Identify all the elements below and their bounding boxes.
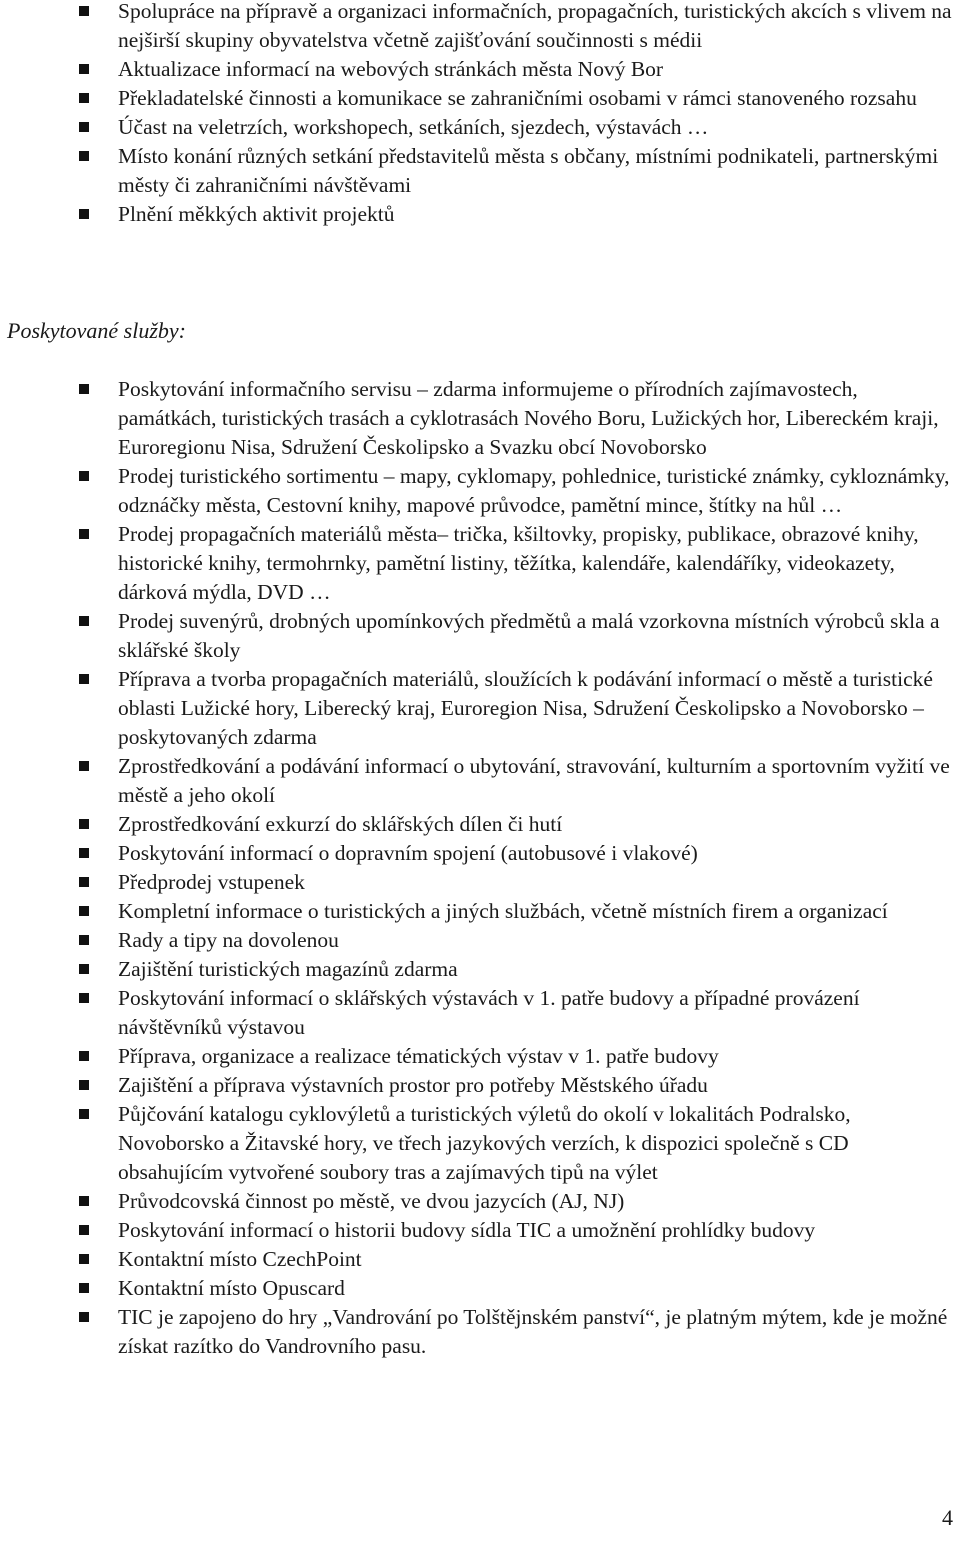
square-bullet-icon [79, 1312, 89, 1322]
list-item [0, 0, 960, 55]
list-item-text: Plnění měkkých aktivit projektů [118, 202, 395, 226]
services-list-top [0, 0, 960, 229]
list-item-text: Zajištění turistických magazínů zdarma [118, 957, 458, 981]
square-bullet-icon [79, 848, 89, 858]
list-item-text: Zprostředkování a podávání informací o ubytování, stravování, kulturním a sportovním vyžití ve městě a jeho okolí [118, 754, 950, 807]
list-item-text: Poskytování informačního servisu – zdarma informujeme o přírodních zajímavostech, památkách, turistických trasách a cyklotrasách Nového Boru, Lužických hor, Libereckém kraji, Euroregionu Nisa, Sdružení Českolipsko a Svazku obcí Novoborsko [118, 377, 939, 459]
list-item-text: Zajištění a příprava výstavních prostor pro potřeby Městského úřadu [118, 1073, 708, 1097]
list-item-text: Aktualizace informací na webových stránkách města Nový Bor [118, 57, 664, 81]
square-bullet-icon [79, 93, 89, 103]
square-bullet-icon [79, 122, 89, 132]
square-bullet-icon [79, 1051, 89, 1061]
list-item [0, 607, 960, 665]
square-bullet-icon [79, 529, 89, 539]
list-item-text: Rady a tipy na dovolenou [118, 928, 339, 952]
list-item [0, 752, 960, 810]
square-bullet-icon [79, 1080, 89, 1090]
list-item-text: Prodej suvenýrů, drobných upomínkových předmětů a malá vzorkovna místních výrobců skla a sklářské školy [118, 609, 940, 662]
square-bullet-icon [79, 471, 89, 481]
list-item-text: Poskytování informací o sklářských výstavách v 1. patře budovy a případné provázení návštěvníků výstavou [118, 986, 860, 1039]
list-item [0, 1216, 960, 1245]
list-item [0, 1187, 960, 1216]
list-item-text: Prodej turistického sortimentu – mapy, cyklomapy, pohlednice, turistické známky, cykloznámky, odznáčky města, Cestovní knihy, mapové průvodce, pamětní mince, štítky na hůl … [118, 464, 950, 517]
list-item [0, 200, 960, 229]
list-item-text: Spolupráce na přípravě a organizaci informačních, propagačních, turistických akcích s vlivem na nejširší skupiny obyvatelstva včetně zajišťování součinnosti s médii [118, 0, 952, 52]
square-bullet-icon [79, 6, 89, 16]
list-item [0, 520, 960, 607]
list-item [0, 839, 960, 868]
square-bullet-icon [79, 1225, 89, 1235]
section-heading: Poskytované služby: [7, 318, 186, 343]
square-bullet-icon [79, 1109, 89, 1119]
list-item [0, 55, 960, 84]
list-item [0, 84, 960, 113]
list-item [0, 665, 960, 752]
list-item [0, 142, 960, 200]
list-item-text: Zprostředkování exkurzí do sklářských dílen či hutí [118, 812, 563, 836]
list-item [0, 897, 960, 926]
list-item-text: Příprava a tvorba propagačních materiálů, sloužících k podávání informací o městě a turistické oblasti Lužické hory, Liberecký kraj, Euroregion Nisa, Sdružení Českolipsko a Novoborsko – poskytovaných zdarma [118, 667, 933, 749]
page-number: 4 [942, 1505, 953, 1530]
list-item-text: Účast na veletrzích, workshopech, setkáních, sjezdech, výstavách … [118, 115, 709, 139]
list-item-text: Kontaktní místo CzechPoint [118, 1247, 362, 1271]
square-bullet-icon [79, 906, 89, 916]
square-bullet-icon [79, 935, 89, 945]
list-item-text: Kontaktní místo Opuscard [118, 1276, 345, 1300]
square-bullet-icon [79, 877, 89, 887]
square-bullet-icon [79, 151, 89, 161]
list-item [0, 955, 960, 984]
list-item-text: Příprava, organizace a realizace tématických výstav v 1. patře budovy [118, 1044, 719, 1068]
list-item [0, 1303, 960, 1361]
list-item-text: Prodej propagačních materiálů města– trička, kšiltovky, propisky, publikace, obrazové knihy, historické knihy, termohrnky, pamětní listiny, těžítka, kalendáře, kalendáříky, videokazety, dárková mýdla, DVD … [118, 522, 919, 604]
list-item-text: Poskytování informací o historii budovy sídla TIC a umožnění prohlídky budovy [118, 1218, 816, 1242]
list-item [0, 375, 960, 462]
square-bullet-icon [79, 616, 89, 626]
square-bullet-icon [79, 761, 89, 771]
square-bullet-icon [79, 64, 89, 74]
square-bullet-icon [79, 1254, 89, 1264]
list-item [0, 1042, 960, 1071]
list-item [0, 810, 960, 839]
list-item-text: Místo konání různých setkání představitelů města s občany, místními podnikateli, partnerskými městy či zahraničními návštěvami [118, 144, 939, 197]
list-item [0, 462, 960, 520]
square-bullet-icon [79, 1283, 89, 1293]
list-item [0, 926, 960, 955]
list-item [0, 1245, 960, 1274]
list-item-text: Předprodej vstupenek [118, 870, 305, 894]
list-item [0, 1274, 960, 1303]
square-bullet-icon [79, 993, 89, 1003]
square-bullet-icon [79, 819, 89, 829]
list-item [0, 1100, 960, 1187]
services-list [0, 375, 960, 1361]
list-item [0, 868, 960, 897]
square-bullet-icon [79, 964, 89, 974]
list-item [0, 984, 960, 1042]
list-item [0, 1071, 960, 1100]
square-bullet-icon [79, 384, 89, 394]
list-item [0, 113, 960, 142]
list-item-text: Kompletní informace o turistických a jiných službách, včetně místních firem a organizací [118, 899, 888, 923]
square-bullet-icon [79, 209, 89, 219]
list-item-text: Půjčování katalogu cyklovýletů a turistických výletů do okolí v lokalitách Podralsko, Novoborsko a Žitavské hory, ve třech jazykových verzích, k dispozici společně s CD obsahujícím vytvořené soubory tras a zajímavých tipů na výlet [118, 1102, 851, 1184]
list-item-text: TIC je zapojeno do hry „Vandrování po Tolštějnském panství“, je platným mýtem, kde je možné získat razítko do Vandrovního pasu. [118, 1305, 948, 1358]
square-bullet-icon [79, 674, 89, 684]
list-item-text: Průvodcovská činnost po městě, ve dvou jazycích (AJ, NJ) [118, 1189, 625, 1213]
list-item-text: Poskytování informací o dopravním spojení (autobusové i vlakové) [118, 841, 698, 865]
list-item-text: Překladatelské činnosti a komunikace se zahraničními osobami v rámci stanoveného rozsahu [118, 86, 917, 110]
square-bullet-icon [79, 1196, 89, 1206]
